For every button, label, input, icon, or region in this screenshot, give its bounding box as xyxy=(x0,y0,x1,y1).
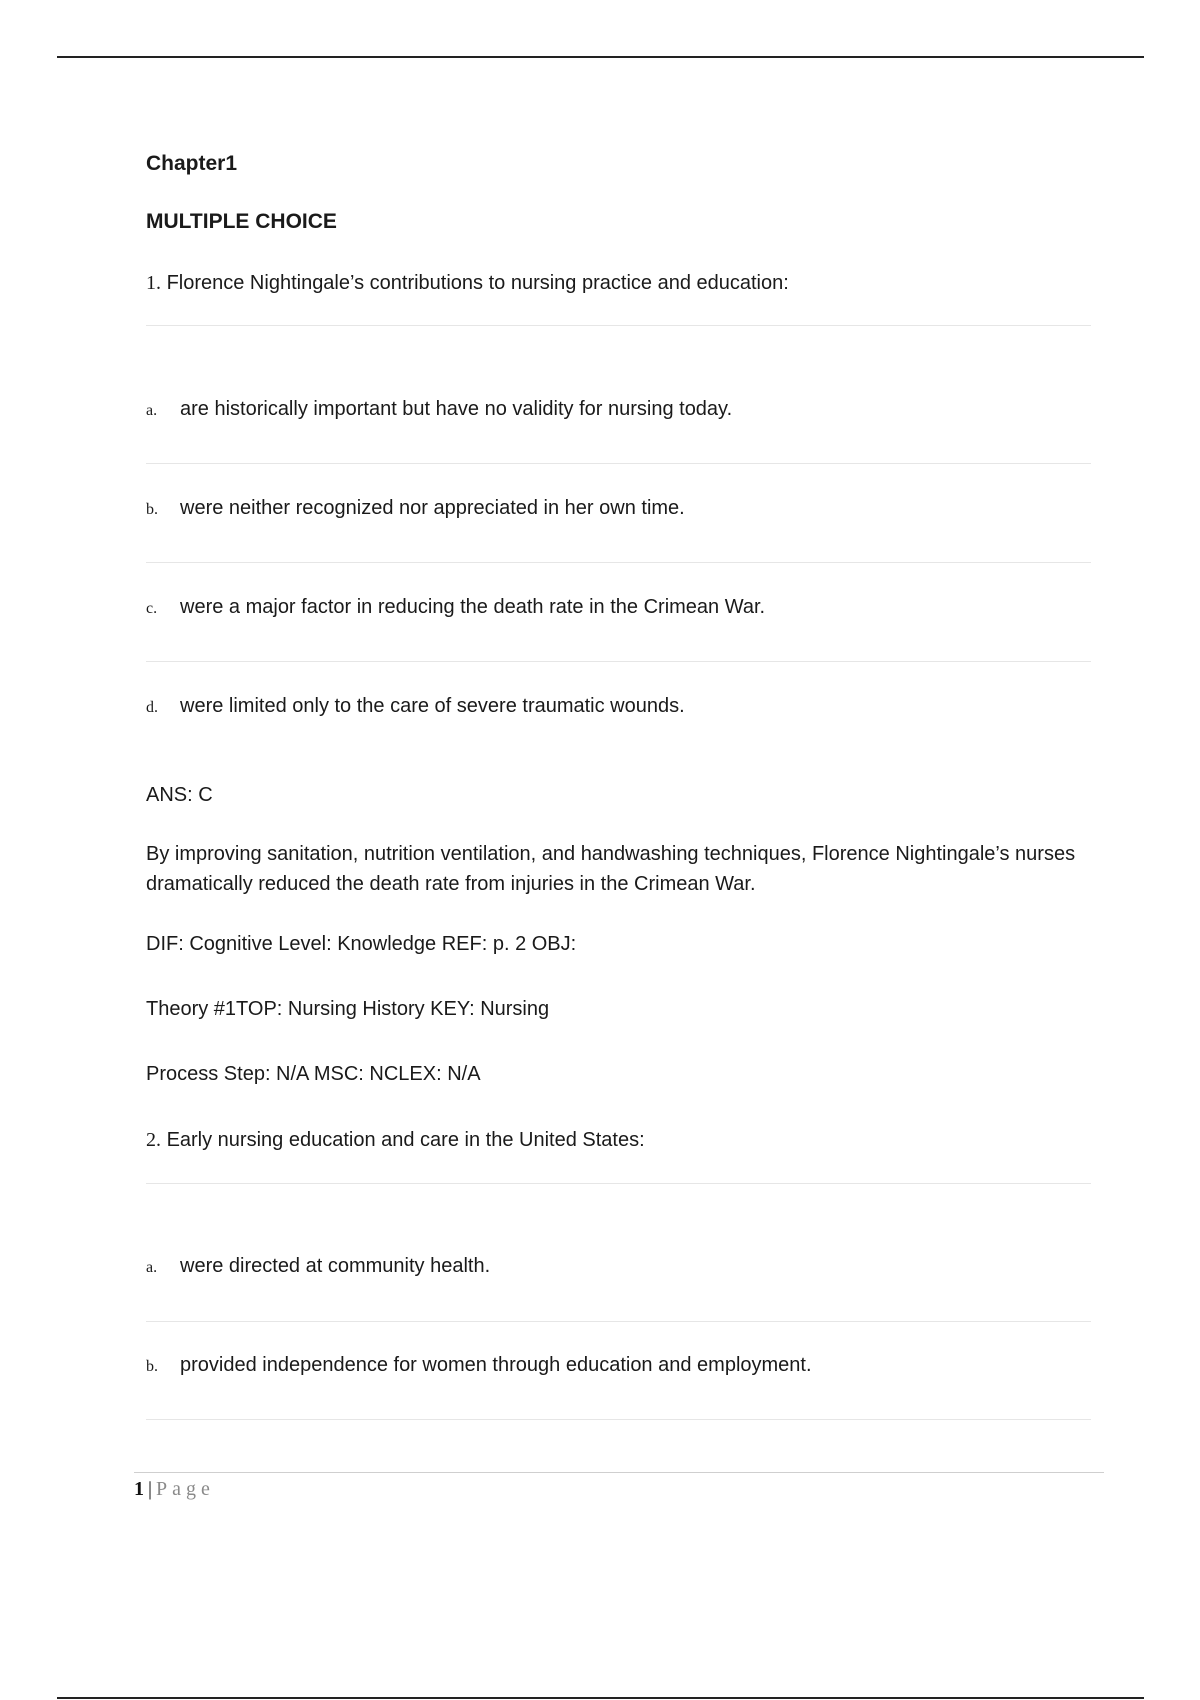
question-text: Florence Nightingale’s contributions to nursing practice and education: xyxy=(166,272,789,294)
page-label: Page xyxy=(156,1478,215,1500)
bottom-rule xyxy=(57,1697,1144,1699)
top-rule xyxy=(57,56,1144,58)
option-letter: d. xyxy=(146,699,158,716)
section-title: MULTIPLE CHOICE xyxy=(146,210,337,233)
footer-rule xyxy=(134,1472,1104,1473)
chapter-title: Chapter1 xyxy=(146,152,238,175)
option-letter: c. xyxy=(146,600,158,617)
option-text: were limited only to the care of severe traumatic wounds. xyxy=(180,695,685,717)
option-text: were directed at community health. xyxy=(180,1255,491,1277)
page-number: 1 xyxy=(134,1478,144,1500)
question-1-option-b xyxy=(146,497,685,520)
option-text: are historically important but have no validity for nursing today. xyxy=(180,398,733,420)
question-1-option-d xyxy=(146,695,685,718)
meta-line-1: DIF: Cognitive Level: Knowledge REF: p. 2 OBJ: xyxy=(146,933,577,955)
question-1-option-c xyxy=(146,596,765,619)
option-letter: a. xyxy=(146,402,158,419)
separator xyxy=(146,325,1091,326)
question-number: 2. xyxy=(146,1129,161,1151)
option-letter: b. xyxy=(146,501,158,518)
question-2-option-b xyxy=(146,1354,812,1377)
page-footer xyxy=(134,1478,215,1501)
footer-separator: | xyxy=(148,1478,153,1500)
question-2-stem xyxy=(146,1129,645,1152)
question-1-stem xyxy=(146,272,789,295)
meta-line-2: Theory #1TOP: Nursing History KEY: Nursing xyxy=(146,998,550,1020)
separator xyxy=(146,463,1091,464)
option-letter: a. xyxy=(146,1259,158,1276)
separator xyxy=(146,1321,1091,1322)
separator xyxy=(146,1183,1091,1184)
option-letter: b. xyxy=(146,1358,158,1375)
separator xyxy=(146,1419,1091,1420)
option-text: were neither recognized nor appreciated in her own time. xyxy=(180,497,685,519)
separator xyxy=(146,661,1091,662)
question-number: 1. xyxy=(146,272,161,294)
option-text: provided independence for women through education and employment. xyxy=(180,1354,812,1376)
meta-line-3: Process Step: N/A MSC: NCLEX: N/A xyxy=(146,1063,481,1085)
question-1-option-a xyxy=(146,398,732,421)
separator xyxy=(146,562,1091,563)
option-text: were a major factor in reducing the death rate in the Crimean War. xyxy=(180,596,766,618)
question-text: Early nursing education and care in the United States: xyxy=(166,1129,645,1151)
answer-key: ANS: C xyxy=(146,784,213,806)
answer-rationale: By improving sanitation, nutrition ventilation, and handwashing techniques, Florence Nightingale’s nurses dramatically reduced the death rate from injuries in the Crimean War. xyxy=(146,843,1076,895)
question-2-option-a xyxy=(146,1255,490,1278)
